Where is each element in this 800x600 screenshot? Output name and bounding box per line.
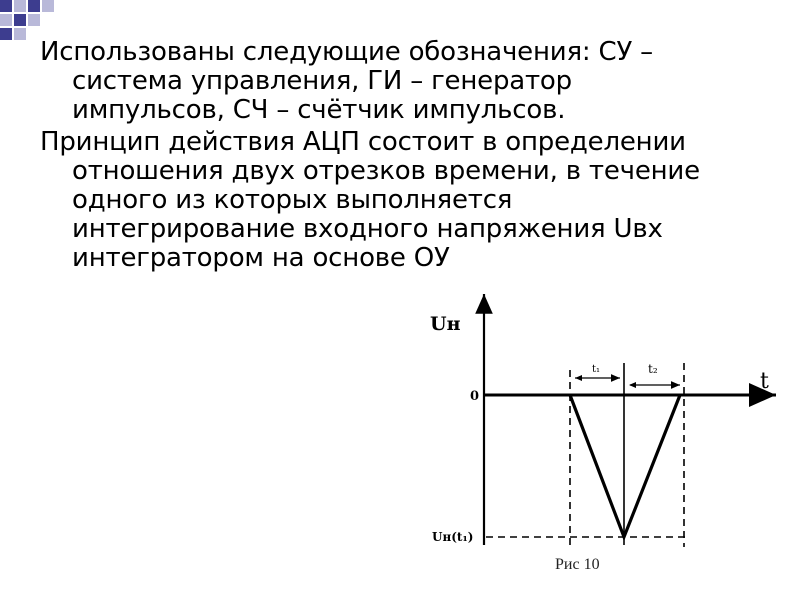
integrator-waveform [570,395,680,537]
figure-caption: Рис 10 [555,556,600,573]
interval-t1-arrow-left [575,375,582,381]
text-line: интегратором на основе ОУ [72,243,450,273]
y-axis-label: Uн [430,313,461,335]
text-line: интегрирование входного напряжения Uвх [72,214,663,244]
text-line: одного из которых выполняется [72,185,513,215]
text-line: Использованы следующие обозначения: СУ – [40,37,653,67]
text-line: импульсов, СЧ – счётчик импульсов. [72,95,566,125]
x-axis-label: t [760,369,769,394]
interval-t2-label: t₂ [648,362,658,376]
interval-t1-label: t₁ [592,364,601,375]
interval-t2-arrow-left [629,382,636,388]
text-line: Принцип действия АЦП состоит в определении [40,127,686,157]
text-line: система управления, ГИ – генератор [72,66,572,96]
zero-label: 0 [470,389,480,404]
min-value-label: Uн(t₁) [432,530,474,544]
text-line: отношения двух отрезков времени, в течение [72,156,700,186]
